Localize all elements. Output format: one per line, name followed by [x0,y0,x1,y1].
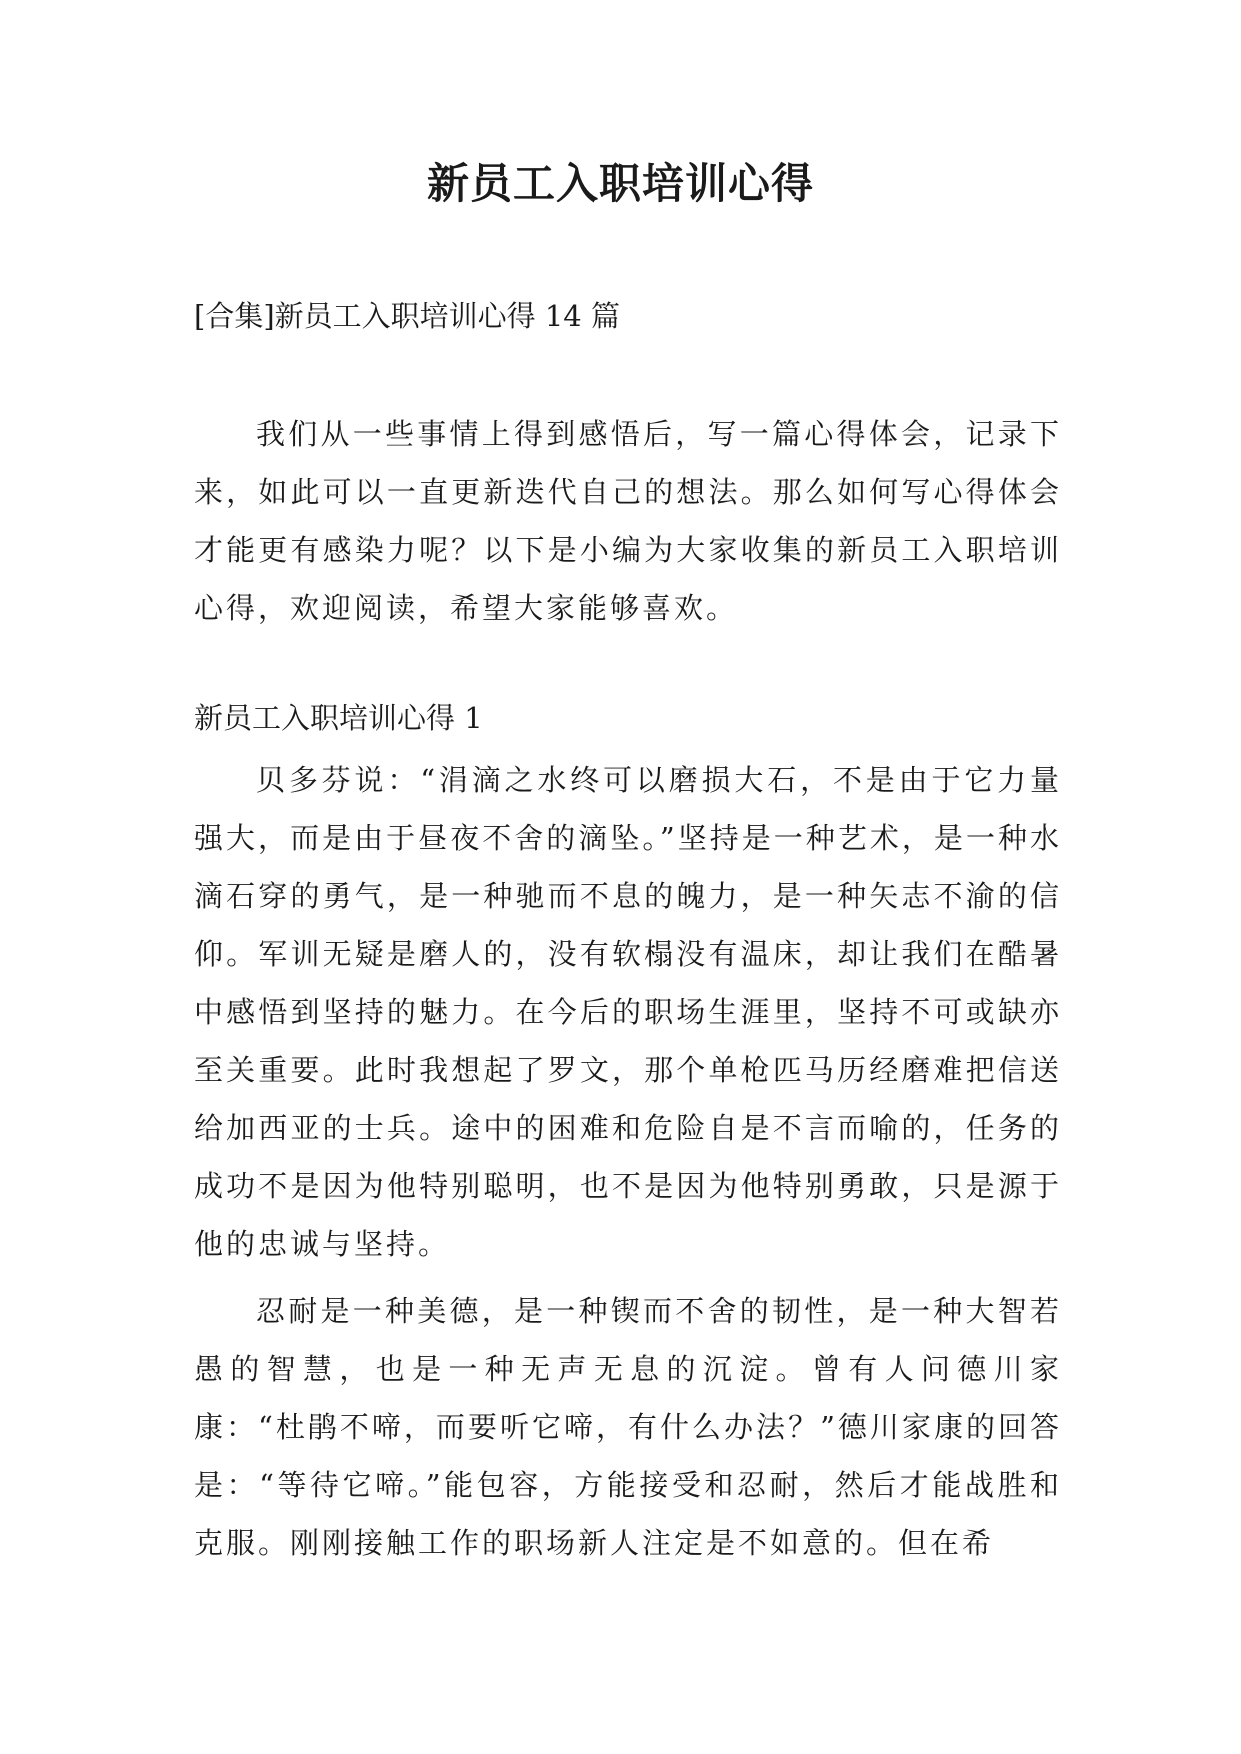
body-paragraph-1: 贝多芬说：“涓滴之水终可以磨损大石，不是由于它力量强大，而是由于昼夜不舍的滴坠。”坚持是一种艺术，是一种水滴石穿的勇气，是一种驰而不息的魄力，是一种矢志不渝的信仰。军训无疑是磨人的，没有软榻没有温床，却让我们在酷暑中感悟到坚持的魅力。在今后的职场生涯里，坚持不可或缺亦至关重要。此时我想起了罗文，那个单枪匹马历经磨难把信送给加西亚的士兵。途中的困难和危险自是不言而喻的，任务的成功不是因为他特别聪明，也不是因为他特别勇敢，只是源于他的忠诚与坚持。 [194,763,1062,1261]
document-title: 新员工入职培训心得 [426,159,814,208]
document-subtitle: [合集]新员工入职培训心得 14 篇 [194,299,620,333]
intro-paragraph: 我们从一些事情上得到感悟后，写一篇心得体会，记录下来，如此可以一直更新迭代自己的想法。那么如何写心得体会才能更有感染力呢？以下是小编为大家收集的新员工入职培训心得，欢迎阅读，希望大家能够喜欢。 [194,417,1062,625]
section-heading: 新员工入职培训心得 1 [194,701,483,735]
body-paragraph-2: 忍耐是一种美德，是一种锲而不舍的韧性，是一种大智若愚的智慧，也是一种无声无息的沉淀。曾有人问德川家康：“杜鹃不啼，而要听它啼，有什么办法？”德川家康的回答是：“等待它啼。”能包容，方能接受和忍耐，然后才能战胜和克服。刚刚接触工作的职场新人注定是不如意的。但在希 [194,1294,1062,1560]
